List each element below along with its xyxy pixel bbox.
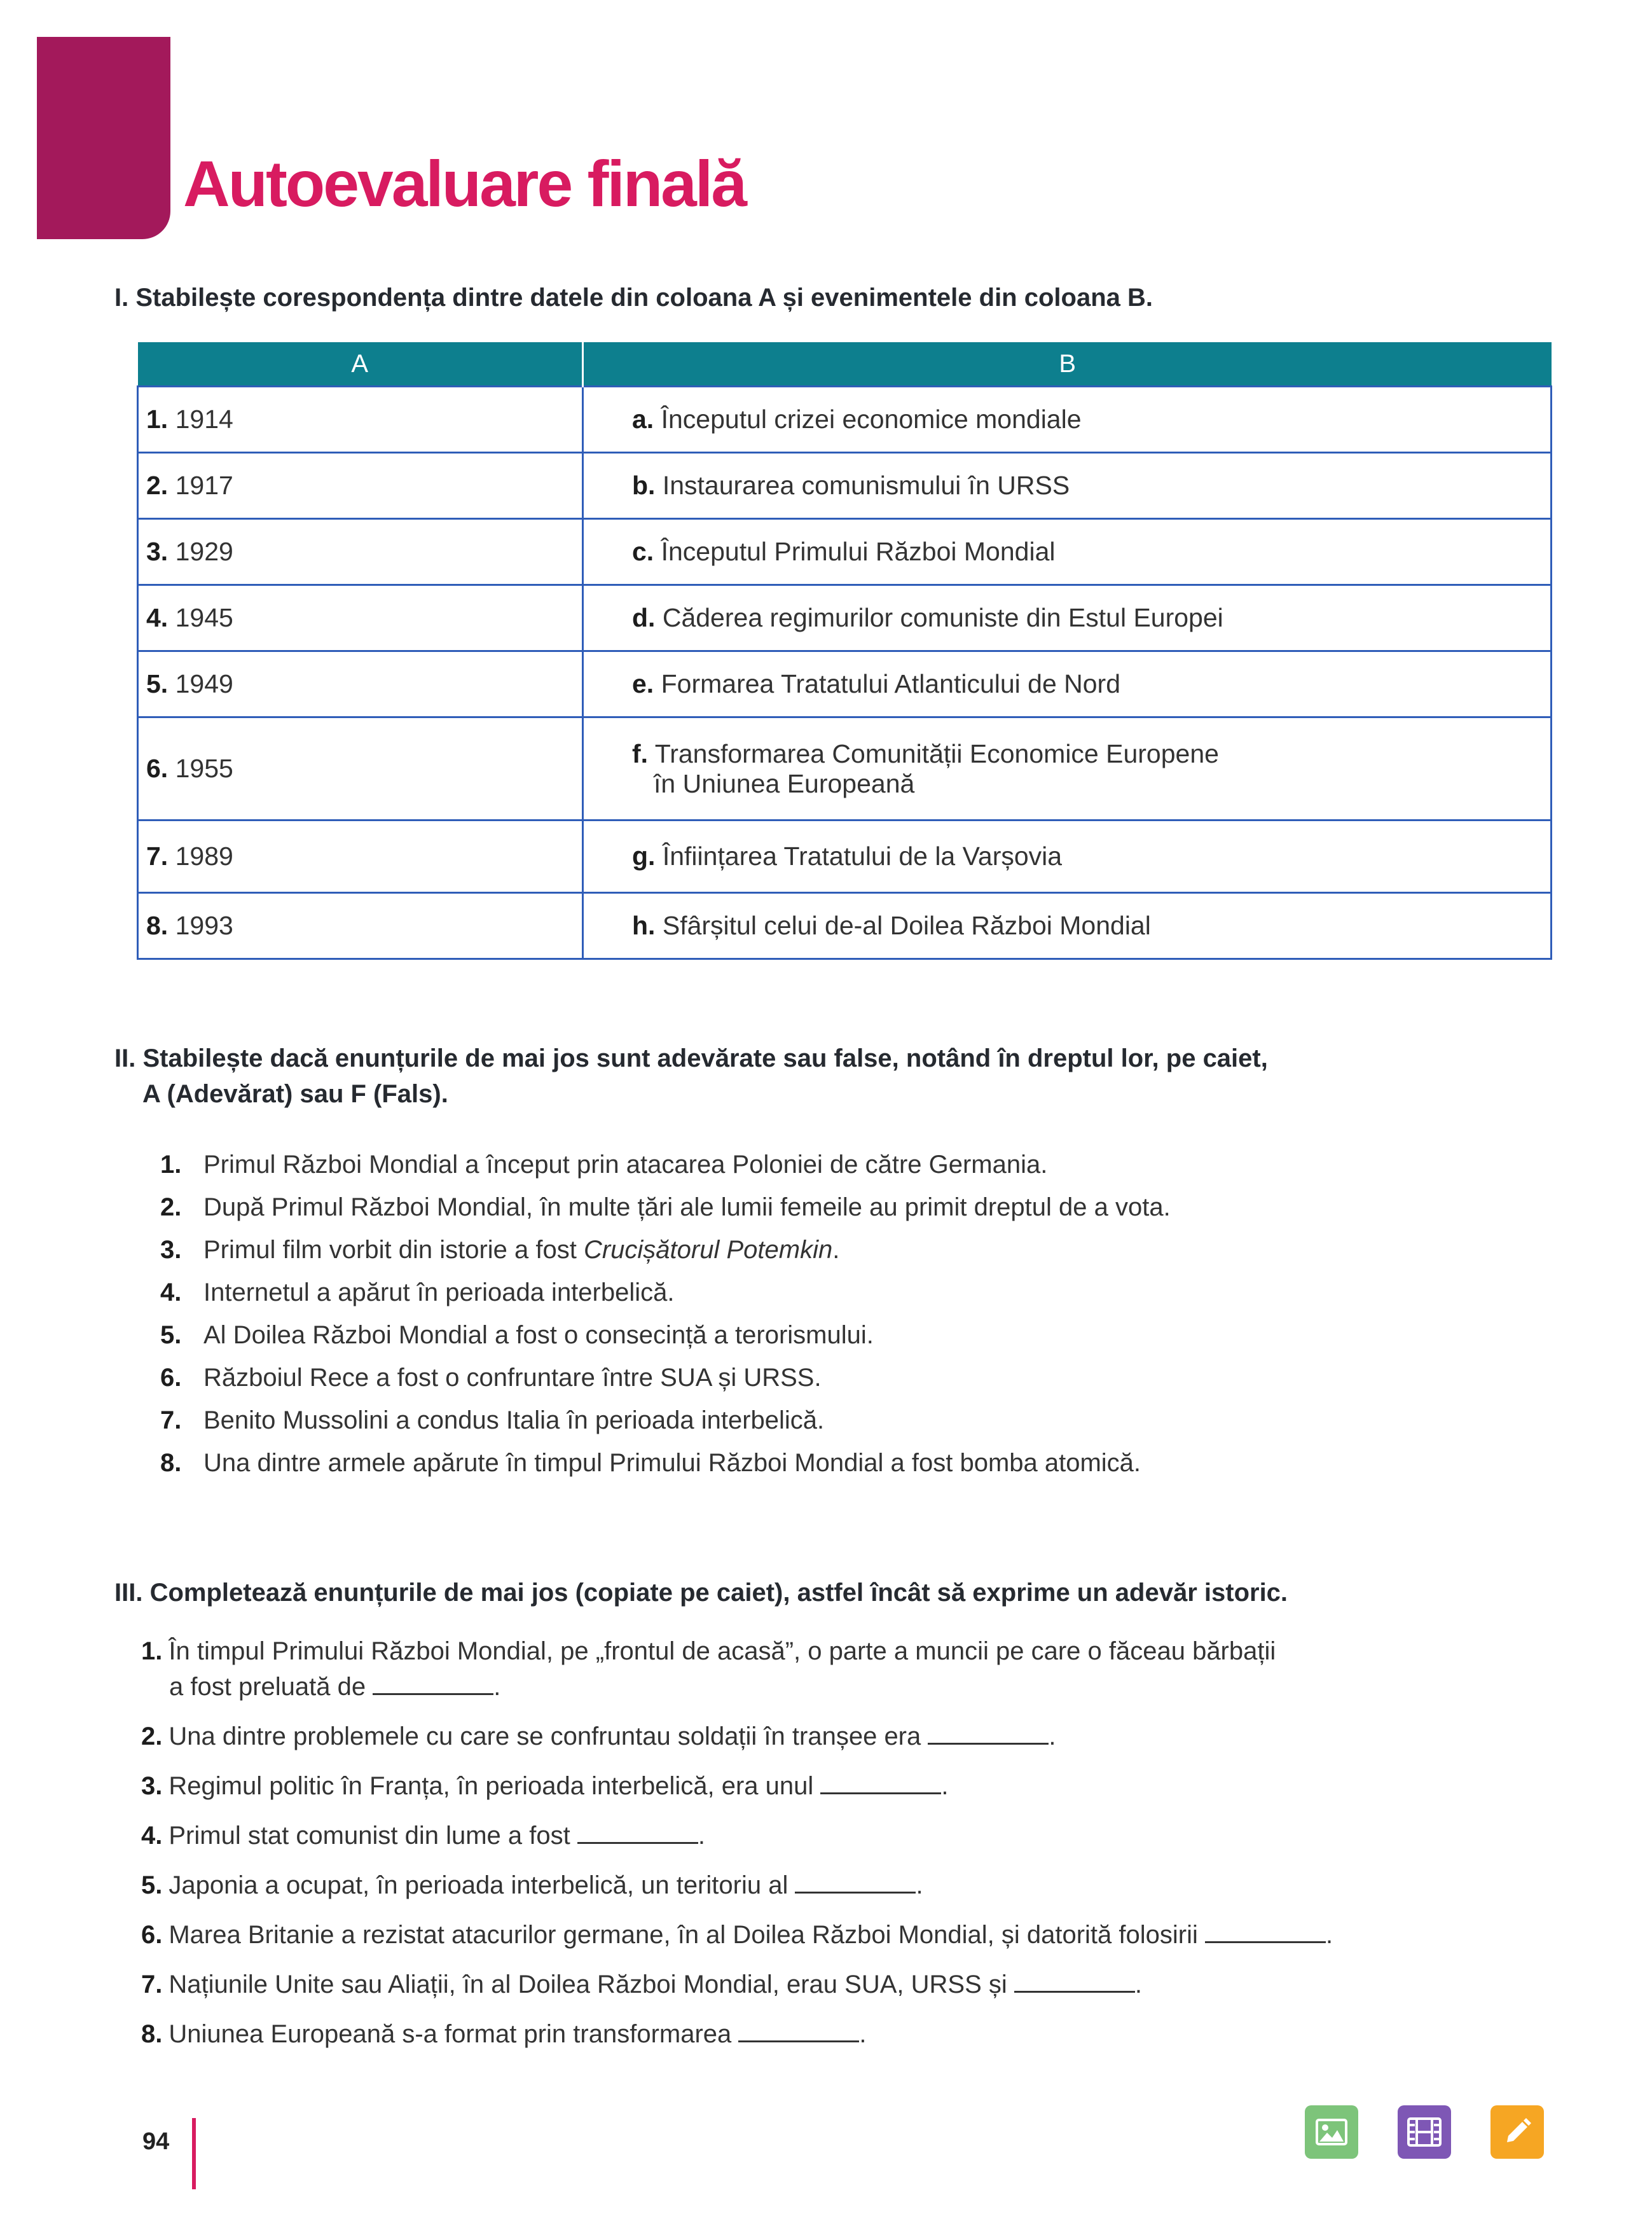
list-item: 6. Războiul Rece a fost o confruntare între SUA și URSS. xyxy=(160,1364,822,1392)
chapter-tab xyxy=(37,37,170,239)
list-item: 4. Internetul a apărut în perioada interbelică. xyxy=(160,1278,675,1306)
cell-b: d. Căderea regimurilor comuniste din Estul Europei xyxy=(583,585,1552,651)
list-item: 6. Marea Britanie a rezistat atacurilor germane, în al Doilea Război Mondial, și datorită folosirii . xyxy=(141,1917,1333,1953)
list-item: 3. Regimul politic în Franța, în perioada interbelică, era unul . xyxy=(141,1768,1333,1804)
matching-table xyxy=(137,342,1552,960)
section-3-heading: III. Completează enunțurile de mai jos (copiate pe caiet), astfel încât să exprime un adevăr istoric. xyxy=(114,1579,1288,1607)
cell-b: f. Transformarea Comunității Economice Europene în Uniunea Europeană xyxy=(583,717,1552,821)
cell-a: 6. 1955 xyxy=(138,717,583,821)
answer-blank xyxy=(577,1819,698,1844)
cell-b: c. Începutul Primului Război Mondial xyxy=(583,519,1552,585)
image-icon[interactable] xyxy=(1305,2105,1358,2159)
table-row xyxy=(138,519,1552,585)
answer-blank xyxy=(928,1720,1049,1745)
cell-a: 1. 1914 xyxy=(138,387,583,453)
column-b-header: B xyxy=(583,342,1552,387)
cell-a: 5. 1949 xyxy=(138,651,583,717)
column-a-header: A xyxy=(138,342,583,387)
cell-a: 8. 1993 xyxy=(138,893,583,959)
cell-b: g. Înființarea Tratatului de la Varșovia xyxy=(583,821,1552,893)
fill-in-list xyxy=(141,1633,1333,2066)
list-item: 5. Japonia a ocupat, în perioada interbelică, un teritoriu al . xyxy=(141,1867,1333,1903)
answer-blank xyxy=(373,1670,493,1695)
list-item: 5. Al Doilea Război Mondial a fost o consecință a terorismului. xyxy=(160,1321,874,1349)
list-item: 2. După Primul Război Mondial, în multe țări ale lumii femeile au primit dreptul de a vota. xyxy=(160,1193,1171,1221)
list-item: 7. Națiunile Unite sau Aliații, în al Doilea Război Mondial, erau SUA, URSS și . xyxy=(141,1967,1333,2002)
cell-b: h. Sfârșitul celui de-al Doilea Război Mondial xyxy=(583,893,1552,959)
section-2-heading: II. Stabilește dacă enunțurile de mai jos sunt adevărate sau false, notând în dreptul lor, pe caiet, A (Adevărat) sau F (Fals). xyxy=(114,1044,1268,1108)
list-item: 8. Uniunea Europeană s-a format prin transformarea . xyxy=(141,2016,1333,2052)
section-1-heading: I. Stabilește corespondența dintre datele din coloana A și evenimentele din coloana B. xyxy=(114,284,1153,312)
cell-a: 3. 1929 xyxy=(138,519,583,585)
film-icon[interactable] xyxy=(1398,2105,1451,2159)
answer-blank xyxy=(1205,1918,1326,1943)
list-item: 4. Primul stat comunist din lume a fost . xyxy=(141,1818,1333,1853)
cell-a: 2. 1917 xyxy=(138,453,583,519)
answer-blank xyxy=(738,2018,859,2042)
cell-a: 7. 1989 xyxy=(138,821,583,893)
answer-blank xyxy=(1014,1968,1135,1993)
answer-blank xyxy=(795,1869,916,1894)
cell-b: e. Formarea Tratatului Atlanticului de Nord xyxy=(583,651,1552,717)
cell-a: 4. 1945 xyxy=(138,585,583,651)
table-header-row xyxy=(138,342,1552,387)
list-item: 7. Benito Mussolini a condus Italia în perioada interbelică. xyxy=(160,1406,825,1434)
page-number-divider xyxy=(192,2118,196,2189)
page-number: 94 xyxy=(142,2128,170,2155)
true-false-list xyxy=(160,1144,1171,1485)
table-row xyxy=(138,453,1552,519)
table-row xyxy=(138,893,1552,959)
list-item: 1. În timpul Primului Război Mondial, pe „frontul de acasă”, o parte a muncii pe care o făceau bărbații a fost preluată de . xyxy=(141,1637,1276,1701)
page-title: Autoevaluare finală xyxy=(183,148,745,220)
list-item: 8. Una dintre armele apărute în timpul Primului Război Mondial a fost bomba atomică. xyxy=(160,1449,1141,1477)
table-row xyxy=(138,387,1552,453)
table-row xyxy=(138,821,1552,893)
cell-b: a. Începutul crizei economice mondiale xyxy=(583,387,1552,453)
list-item: 3. Primul film vorbit din istorie a fost Crucișătorul Potemkin. xyxy=(160,1236,840,1264)
list-item: 1. Primul Război Mondial a început prin atacarea Poloniei de către Germania. xyxy=(160,1151,1048,1179)
cell-b: b. Instaurarea comunismului în URSS xyxy=(583,453,1552,519)
table-row xyxy=(138,651,1552,717)
table-row xyxy=(138,717,1552,821)
table-row xyxy=(138,585,1552,651)
list-item: 2. Una dintre problemele cu care se confruntau soldații în tranșee era . xyxy=(141,1719,1333,1754)
pencil-icon[interactable] xyxy=(1490,2105,1544,2159)
answer-blank xyxy=(820,1769,941,1794)
